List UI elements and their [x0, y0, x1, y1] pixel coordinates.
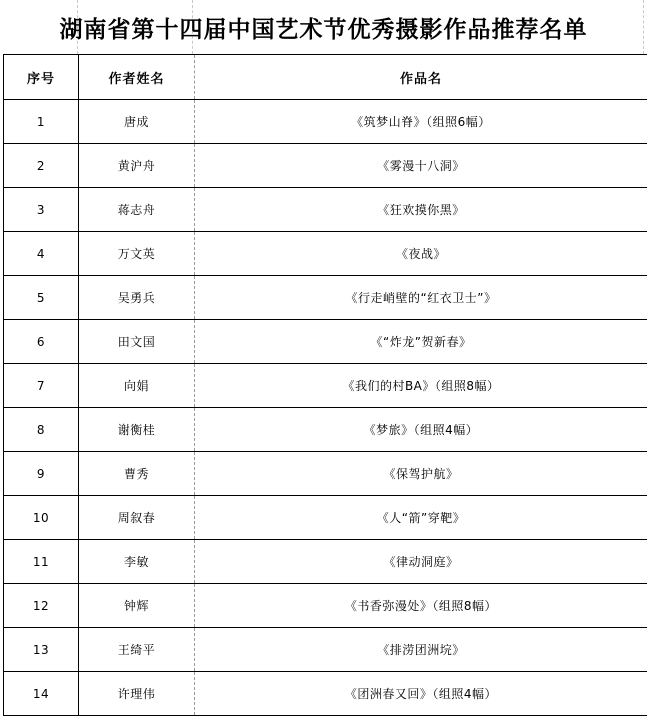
page-title: 湖南省第十四届中国艺术节优秀摄影作品推荐名单 — [59, 15, 588, 43]
cell-no[interactable]: 5 — [4, 276, 79, 320]
cell-no[interactable]: 8 — [4, 408, 79, 452]
table-row — [4, 672, 647, 716]
table-row — [4, 232, 647, 276]
table-row — [4, 584, 647, 628]
title-cell[interactable] — [0, 0, 647, 54]
cell-author[interactable]: 万文英 — [79, 232, 195, 276]
cell-no[interactable]: 7 — [4, 364, 79, 408]
cell-author[interactable]: 谢衡桂 — [79, 408, 195, 452]
cell-work[interactable]: 《我们的村BA》（组照8幅） — [195, 364, 647, 408]
cell-no[interactable]: 14 — [4, 672, 79, 716]
cell-author[interactable]: 许理伟 — [79, 672, 195, 716]
table-row — [4, 408, 647, 452]
cell-no[interactable]: 9 — [4, 452, 79, 496]
table-body — [4, 100, 647, 716]
cell-work[interactable]: 《筑梦山脊》（组照6幅） — [195, 100, 647, 144]
cell-no[interactable]: 10 — [4, 496, 79, 540]
cell-no[interactable]: 1 — [4, 100, 79, 144]
cell-no[interactable]: 2 — [4, 144, 79, 188]
cell-no[interactable]: 4 — [4, 232, 79, 276]
table-row — [4, 540, 647, 584]
cell-work[interactable]: 《排涝团洲垸》 — [195, 628, 647, 672]
cell-author[interactable]: 王绮平 — [79, 628, 195, 672]
cell-work[interactable]: 《书香弥漫处》（组照8幅） — [195, 584, 647, 628]
header-cell-work[interactable]: 作品名 — [195, 55, 647, 100]
cell-no[interactable]: 12 — [4, 584, 79, 628]
cell-work[interactable]: 《律动洞庭》 — [195, 540, 647, 584]
cell-no[interactable]: 6 — [4, 320, 79, 364]
cell-work[interactable]: 《行走峭壁的“红衣卫士”》 — [195, 276, 647, 320]
cell-author[interactable]: 吴勇兵 — [79, 276, 195, 320]
table-row — [4, 276, 647, 320]
table-row — [4, 496, 647, 540]
cell-author[interactable]: 李敏 — [79, 540, 195, 584]
table-row — [4, 452, 647, 496]
cell-author[interactable]: 周叙春 — [79, 496, 195, 540]
cell-work[interactable]: 《“炸龙”贺新春》 — [195, 320, 647, 364]
cell-author[interactable]: 田文国 — [79, 320, 195, 364]
cell-no[interactable]: 3 — [4, 188, 79, 232]
cell-work[interactable]: 《夜战》 — [195, 232, 647, 276]
cell-work[interactable]: 《团洲春又回》（组照4幅） — [195, 672, 647, 716]
header-cell-author[interactable]: 作者姓名 — [79, 55, 195, 100]
cell-work[interactable]: 《狂欢摸你黑》 — [195, 188, 647, 232]
header-row — [4, 55, 647, 100]
cell-work[interactable]: 《保驾护航》 — [195, 452, 647, 496]
cell-work[interactable]: 《雾漫十八洞》 — [195, 144, 647, 188]
table-row — [4, 144, 647, 188]
cell-no[interactable]: 11 — [4, 540, 79, 584]
cell-work[interactable]: 《人“箭”穿靶》 — [195, 496, 647, 540]
cell-author[interactable]: 唐成 — [79, 100, 195, 144]
recommendation-table — [3, 54, 647, 716]
table-row — [4, 628, 647, 672]
cell-author[interactable]: 向娟 — [79, 364, 195, 408]
cell-work[interactable]: 《梦旅》（组照4幅） — [195, 408, 647, 452]
table-row — [4, 364, 647, 408]
cell-author[interactable]: 蒋志舟 — [79, 188, 195, 232]
cell-author[interactable]: 黄沪舟 — [79, 144, 195, 188]
cell-author[interactable]: 曹秀 — [79, 452, 195, 496]
cell-author[interactable]: 钟辉 — [79, 584, 195, 628]
table-row — [4, 100, 647, 144]
table-row — [4, 188, 647, 232]
table-row — [4, 320, 647, 364]
cell-no[interactable]: 13 — [4, 628, 79, 672]
header-cell-no[interactable]: 序号 — [4, 55, 79, 100]
